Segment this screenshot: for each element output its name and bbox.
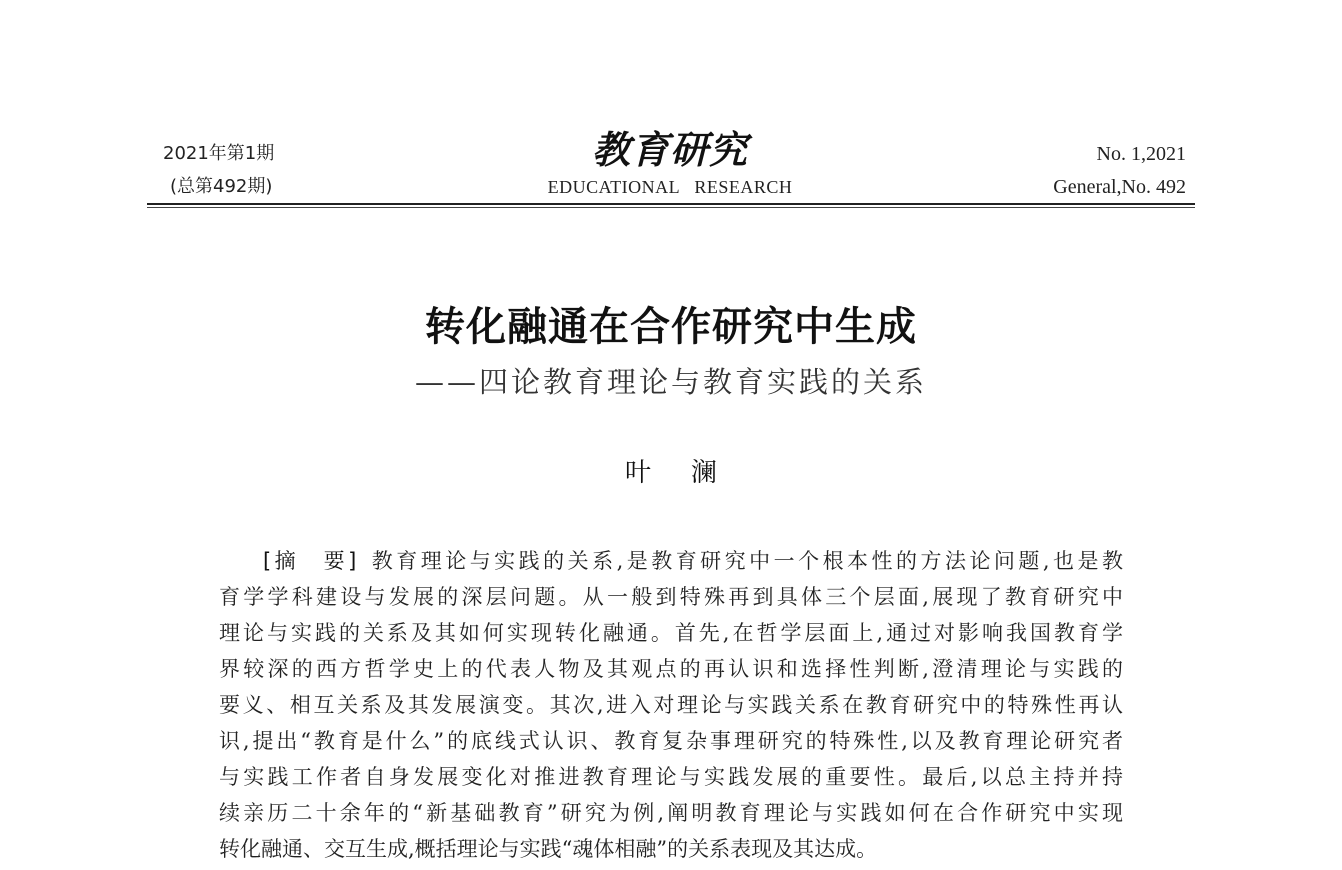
issue-number-cn: 2021年第1期 bbox=[163, 143, 275, 164]
abstract-line-1 bbox=[219, 543, 1123, 579]
header-rule-thin bbox=[147, 207, 1195, 208]
abstract-line: 续亲历二十余年的“新基础教育”研究为例,阐明教育理论与实践如何在合作研究中实现 bbox=[219, 801, 1123, 825]
abstract-line: 界较深的西方哲学史上的代表人物及其观点的再认识和选择性判断,澄清理论与实践的 bbox=[219, 657, 1123, 681]
abstract-line: 转化融通、交互生成,概括理论与实践“魂体相融”的关系表现及其达成。 bbox=[219, 837, 878, 861]
abstract bbox=[219, 543, 1123, 867]
abstract-line: 育学学科建设与发展的深层问题。从一般到特殊再到具体三个层面,展现了教育研究中 bbox=[219, 585, 1123, 609]
issue-number-en: No. 1,2021 bbox=[1096, 143, 1186, 165]
journal-name-en: EDUCATIONAL RESEARCH bbox=[547, 177, 793, 197]
journal-logo: 教育研究 bbox=[591, 127, 748, 172]
header-rule-thick bbox=[147, 203, 1195, 205]
abstract-line: 识,提出“教育是什么”的底线式认识、教育复杂事理研究的特殊性,以及教育理论研究者 bbox=[219, 729, 1123, 753]
abstract-text: 教育理论与实践的关系,是教育研究中一个根本性的方法论问题,也是教 bbox=[368, 549, 1123, 573]
issue-total-cn: (总第492期) bbox=[170, 176, 273, 197]
journal-masthead bbox=[540, 128, 800, 198]
article-subtitle: ——四论教育理论与教育实践的关系 bbox=[414, 365, 927, 399]
abstract-line: 要义、相互关系及其发展演变。其次,进入对理论与实践关系在教育研究中的特殊性再认 bbox=[219, 693, 1123, 717]
article-title: 转化融通在合作研究中生成 bbox=[425, 304, 917, 350]
issue-total-en: General,No. 492 bbox=[1053, 176, 1186, 198]
abstract-line: 与实践工作者自身发展变化对推进教育理论与实践发展的重要性。最后,以总主持并持 bbox=[219, 765, 1123, 789]
abstract-label: [摘 要] bbox=[263, 549, 357, 573]
abstract-line: 理论与实践的关系及其如何实现转化融通。首先,在哲学层面上,通过对影响我国教育学 bbox=[219, 621, 1123, 645]
article-author: 叶澜 bbox=[624, 458, 757, 488]
